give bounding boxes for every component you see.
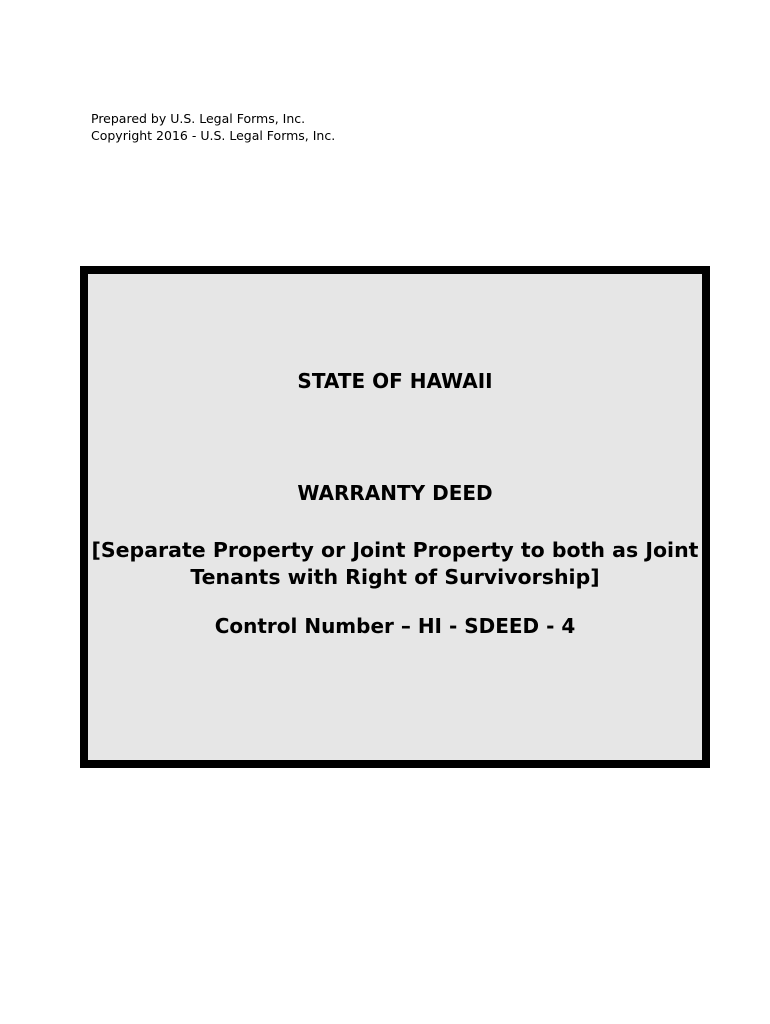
document-title: WARRANTY DEED: [297, 481, 493, 505]
deed-subtitle: [88, 537, 702, 591]
state-title: STATE OF HAWAII: [297, 369, 493, 393]
copyright-text: Copyright 2016 - U.S. Legal Forms, Inc.: [91, 128, 336, 143]
preparer-header: [91, 110, 335, 144]
control-number: Control Number – HI - SDEED - 4: [214, 614, 576, 638]
title-cover-box: [80, 266, 710, 768]
subtitle-line-1: [Separate Property or Joint Property to both as Joint: [91, 538, 699, 562]
prepared-by-text: Prepared by U.S. Legal Forms, Inc.: [91, 111, 306, 126]
subtitle-line-2: Tenants with Right of Survivorship]: [190, 565, 600, 589]
